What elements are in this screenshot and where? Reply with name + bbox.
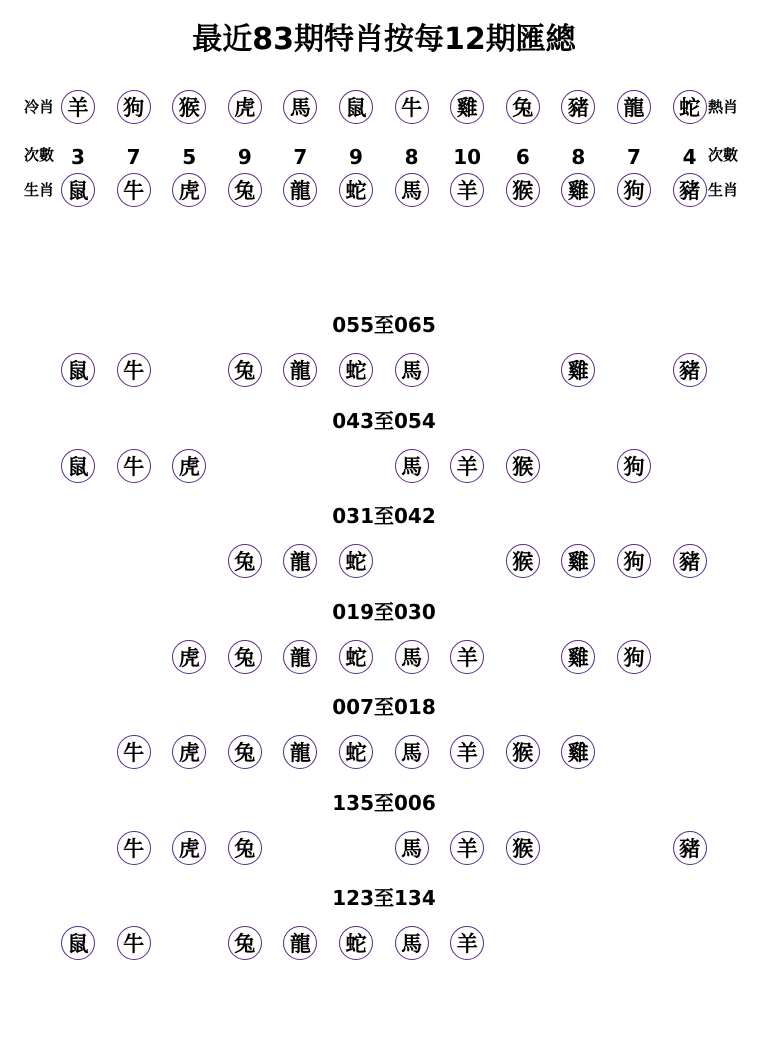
group-range-label: 019至030: [332, 599, 436, 624]
group-zodiac-circle: 羊: [450, 735, 484, 769]
count-value: 3: [71, 145, 85, 169]
group-zodiac-circle: 狗: [617, 449, 651, 483]
group-zodiac-circle: 兔: [228, 831, 262, 865]
group-zodiac-circle: 羊: [450, 640, 484, 674]
zodiac-order-circle: 兔: [228, 173, 262, 207]
zodiac-order-circle: 蛇: [339, 173, 373, 207]
group-zodiac-circle: 鼠: [61, 926, 95, 960]
group-zodiac-circle: 猴: [506, 449, 540, 483]
zodiac-label-right: 生肖: [708, 181, 739, 199]
ranking-zodiac-circle: 豬: [561, 90, 595, 124]
count-value: 9: [237, 145, 252, 169]
zodiac-order-circle: 豬: [673, 173, 707, 207]
group-zodiac-circle: 兔: [228, 353, 262, 387]
count-value: 10: [453, 145, 482, 169]
group-zodiac-circle: 蛇: [339, 926, 373, 960]
zodiac-order-circle: 猴: [506, 173, 540, 207]
group-zodiac-circle: 豬: [673, 353, 707, 387]
group-range-label: 031至042: [332, 504, 436, 528]
count-value: 9: [349, 145, 363, 169]
zodiac-order-circle: 雞: [561, 173, 595, 207]
group-zodiac-circle: 蛇: [339, 353, 373, 387]
group-zodiac-circle: 猴: [506, 544, 540, 578]
ranking-zodiac-circle: 猴: [172, 90, 206, 124]
count-label-right: 次數: [708, 146, 739, 164]
group-zodiac-circle: 雞: [561, 544, 595, 578]
group-zodiac-circle: 龍: [283, 544, 317, 578]
group-zodiac-circle: 雞: [561, 640, 595, 674]
ranking-zodiac-circle: 雞: [450, 90, 484, 124]
cold-label: 冷肖: [24, 98, 55, 116]
group-zodiac-circle: 龍: [283, 735, 317, 769]
count-value: 7: [126, 145, 141, 169]
group-zodiac-circle: 猴: [506, 735, 540, 769]
ranking-zodiac-circle: 狗: [117, 90, 151, 124]
count-value: 5: [182, 145, 197, 169]
ranking-zodiac-circle: 虎: [228, 90, 262, 124]
count-value: 7: [293, 145, 308, 169]
count-value: 8: [571, 145, 586, 169]
group-zodiac-circle: 蛇: [339, 735, 373, 769]
zodiac-label-left: 生肖: [24, 181, 55, 199]
count-value: 4: [682, 145, 697, 169]
group-zodiac-circle: 虎: [172, 735, 206, 769]
ranking-zodiac-circle: 兔: [506, 90, 540, 124]
group-zodiac-circle: 龍: [283, 353, 317, 387]
group-zodiac-circle: 馬: [395, 735, 429, 769]
group-zodiac-circle: 兔: [228, 544, 262, 578]
group-zodiac-circle: 狗: [617, 640, 651, 674]
group-zodiac-circle: 馬: [395, 926, 429, 960]
ranking-zodiac-circle: 龍: [617, 90, 651, 124]
zodiac-order-circle: 牛: [117, 173, 151, 207]
ranking-zodiac-circle: 馬: [283, 90, 317, 124]
zodiac-order-circle: 鼠: [61, 173, 95, 207]
zodiac-order-circle: 馬: [395, 173, 429, 207]
zodiac-order-circle: 狗: [617, 173, 651, 207]
group-zodiac-circle: 馬: [395, 831, 429, 865]
group-zodiac-circle: 狗: [617, 544, 651, 578]
group-zodiac-circle: 豬: [673, 544, 707, 578]
group-zodiac-circle: 鼠: [61, 353, 95, 387]
group-range-label: 043至054: [332, 408, 436, 433]
group-zodiac-circle: 羊: [450, 831, 484, 865]
group-zodiac-circle: 雞: [561, 735, 595, 769]
group-range-label: 055至065: [332, 313, 436, 337]
group-zodiac-circle: 兔: [228, 735, 262, 769]
group-zodiac-circle: 猴: [506, 831, 540, 865]
ranking-zodiac-circle: 鼠: [339, 90, 373, 124]
group-zodiac-circle: 龍: [283, 640, 317, 674]
group-zodiac-circle: 馬: [395, 353, 429, 387]
group-zodiac-circle: 羊: [450, 449, 484, 483]
hot-label: 熱肖: [708, 98, 739, 116]
group-zodiac-circle: 馬: [395, 640, 429, 674]
group-zodiac-circle: 蛇: [339, 544, 373, 578]
group-zodiac-circle: 牛: [117, 926, 151, 960]
zodiac-order-circle: 龍: [283, 173, 317, 207]
group-zodiac-circle: 虎: [172, 640, 206, 674]
group-zodiac-circle: 牛: [117, 831, 151, 865]
group-zodiac-circle: 牛: [117, 735, 151, 769]
group-zodiac-circle: 牛: [117, 353, 151, 387]
count-value: 6: [515, 145, 530, 169]
group-zodiac-circle: 馬: [395, 449, 429, 483]
group-zodiac-circle: 蛇: [339, 640, 373, 674]
zodiac-order-circle: 羊: [450, 173, 484, 207]
group-zodiac-circle: 兔: [228, 926, 262, 960]
zodiac-order-circle: 虎: [172, 173, 206, 207]
group-zodiac-circle: 羊: [450, 926, 484, 960]
group-zodiac-circle: 雞: [561, 353, 595, 387]
group-range-label: 007至018: [332, 695, 436, 719]
group-zodiac-circle: 虎: [172, 831, 206, 865]
ranking-zodiac-circle: 蛇: [673, 90, 707, 124]
group-range-label: 123至134: [332, 886, 436, 910]
page-title: 最近83期特肖按每12期匯總: [192, 22, 576, 57]
group-zodiac-circle: 豬: [673, 831, 707, 865]
count-value: 7: [627, 145, 641, 169]
count-value: 8: [404, 145, 419, 169]
ranking-zodiac-circle: 羊: [61, 90, 95, 124]
ranking-zodiac-circle: 牛: [395, 90, 429, 124]
group-zodiac-circle: 龍: [283, 926, 317, 960]
count-label-left: 次數: [24, 146, 55, 164]
group-zodiac-circle: 兔: [228, 640, 262, 674]
group-zodiac-circle: 牛: [117, 449, 151, 483]
group-range-label: 135至006: [332, 790, 436, 815]
group-zodiac-circle: 鼠: [61, 449, 95, 483]
group-zodiac-circle: 虎: [172, 449, 206, 483]
